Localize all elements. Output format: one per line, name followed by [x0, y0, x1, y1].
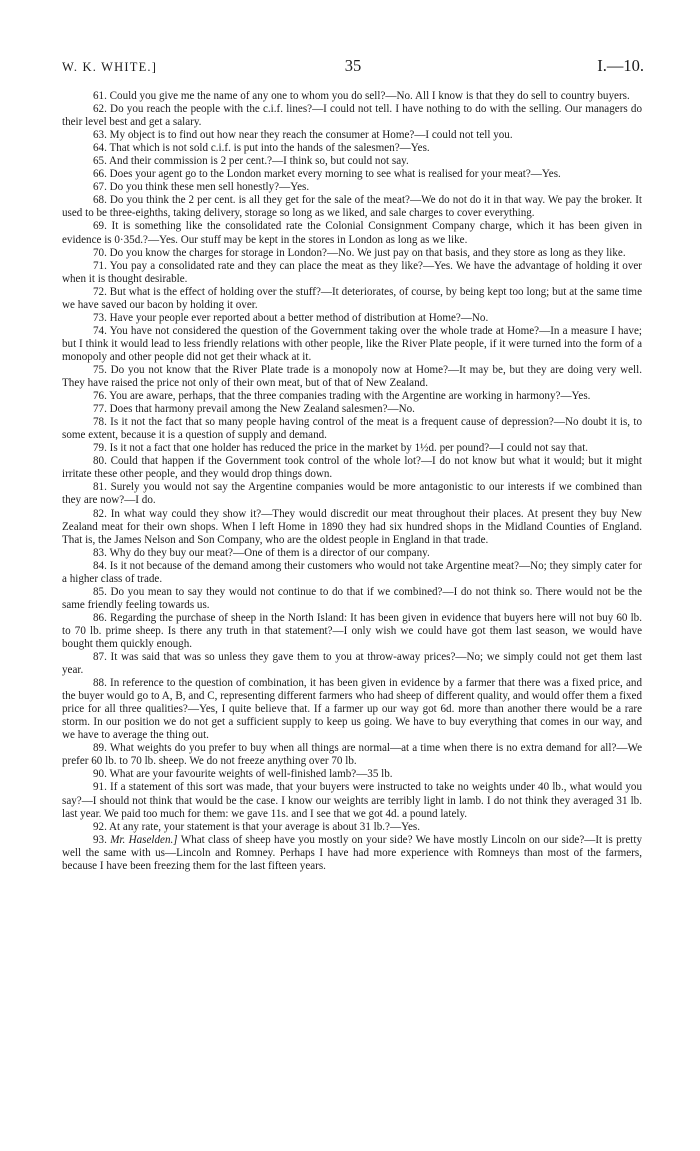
question-paragraph: 79. Is it not a fact that one holder has reduced the price in the market by 1½d. per pound?—I could not say that. [93, 442, 589, 455]
question-paragraph: 76. You are aware, perhaps, that the three companies trading with the Argentine are working in harmony?—Yes. [93, 390, 591, 403]
question-paragraph: 77. Does that harmony prevail among the New Zealand salesmen?—No. [93, 403, 415, 416]
question-paragraph: 68. Do you think the 2 per cent. is all they get for the sale of the meat?—We do not do it in that way. We pay the broker. It used to be three-eighths, taking delivery, storage so long as we liked, and sale charges to cover everything. [62, 194, 642, 220]
question-paragraph: 80. Could that happen if the Government took control of the whole lot?—I do not know but what it would; but it might irritate these other people, and they would drop things down. [62, 455, 642, 481]
question-paragraph: 67. Do you think these men sell honestly?—Yes. [93, 181, 310, 194]
question-paragraph: 61. Could you give me the name of any one to whom you do sell?—No. All I know is that they do sell to country buyers. [93, 90, 630, 102]
question-paragraph: 88. In reference to the question of combination, it has been given in evidence by a farmer that there was a fixed price, and the buyer would go to A, B, and C, representing different farmers who had sheep of different quality, and would offer them a fixed price for all three qualities?—Yes, I quite believe that. If a farmer up our way got 6d. more than another there would be a rare storm. In our position we do not get a sufficient supply to keep us going. We have to buy everything that comes in our way, and we have to average the thing out. [62, 677, 642, 742]
question-paragraph: 91. If a statement of this sort was made, that your buyers were instructed to take no weights under 40 lb., what would you say?—I should not think that would be the case. I know our weights are terribly light in lamb. I do not think they averaged 31 lb. last year. We paid too much for them: we gave 11s. and I see that we got 4d. a pound lately. [62, 781, 642, 820]
question-paragraph: 72. But what is the effect of holding over the stuff?—It deteriorates, of course, by being kept too long; but at the same time we have saved our bacon by holding it over. [62, 285, 642, 311]
question-paragraph: 86. Regarding the purchase of sheep in the North Island: It has been given in evidence that buyers here will not buy 60 lb. to 70 lb. prime sheep. Is there any truth in that statement?—I only wish we could have got them last season, we would have bought them quickly enough. [62, 611, 642, 650]
question-paragraph: 78. Is it not the fact that so many people having control of the meat is a frequent cause of depression?—No doubt it is, to some extent, because it is a question of supply and demand. [62, 416, 642, 442]
question-paragraph: 84. Is it not because of the demand among their customers who would not take Argentine meat?—No; they simply cater for a higher class of trade. [62, 559, 642, 585]
paper-reference: I.—10. [597, 56, 644, 75]
question-paragraph: 73. Have your people ever reported about a better method of distribution at Home?—No. [93, 311, 489, 324]
question-paragraph: 64. That which is not sold c.i.f. is put into the hands of the salesmen?—Yes. [93, 142, 430, 155]
question-paragraph: 90. What are your favourite weights of well-finished lamb?—35 lb. [93, 768, 393, 781]
question-paragraph: 89. What weights do you prefer to buy when all things are normal—at a time when there is no extra demand for all?—We prefer 60 lb. to 70 lb. sheep. We do not freeze anything over 70 lb. [62, 742, 642, 768]
question-paragraph: 69. It is something like the consolidated rate the Colonial Consignment Company charge, which it has been given in evidence is 0·35d.?—Yes. Our stuff may be kept in the stores in London as long as we like. [62, 220, 642, 246]
page-number: 35 [344, 56, 362, 75]
question-paragraph: 83. Why do they buy our meat?—One of them is a director of our company. [93, 546, 430, 559]
question-paragraph: 74. You have not considered the question of the Government taking over the whole trade at Home?—In a measure I have; but I think it would lead to less friendly relations with other people, like the River Plate people, if it were turned into the form of a monopoly and other people did not get their whack at it. [62, 324, 642, 363]
question-paragraph: 92. At any rate, your statement is that your average is about 31 lb.?—Yes. [93, 820, 420, 833]
question-paragraph: 63. My object is to find out how near they reach the consumer at Home?—I could not tell you. [93, 129, 513, 142]
question-number: 93. [93, 833, 107, 846]
evidence-text [62, 90, 642, 873]
question-text: What class of sheep have you mostly on your side? We have mostly Lincoln on our side?—It is pretty well the same with us—Lincoln and Romney. Perhaps I have had more experience with Romneys than most of the farmers, because I have been freezing them for the last fifteen years. [62, 833, 642, 872]
question-paragraph: 70. Do you know the charges for storage in London?—No. We just pay on that basis, and they store as long as they like. [93, 246, 626, 259]
witness-name: W. K. WHITE.] [62, 60, 158, 74]
question-paragraph: 87. It was said that was so unless they gave them to you at throw-away prices?—No; we simply could not get them last year. [62, 651, 642, 677]
question-paragraph: 65. And their commission is 2 per cent.?—I think so, but could not say. [93, 155, 409, 168]
question-paragraph: 75. Do you not know that the River Plate trade is a monopoly now at Home?—It may be, but they are doing very well. They have raised the price not only of their own meat, but of that of New Zealand. [62, 363, 642, 390]
question-paragraph: 82. In what way could they show it?—They would discredit our meat throughout their places. At present they buy New Zealand meat for their own shops. When I left Home in 1890 they had six hundred shops in the Midland Counties of England. That is, the James Nelson and Son Company, who are the oldest people in England in that trade. [62, 507, 642, 546]
question-paragraph: 85. Do you mean to say they would not continue to do that if we combined?—I do not think so. There would not be the same friendly feeling towards us. [62, 585, 642, 611]
page-header [62, 58, 644, 78]
question-paragraph: 81. Surely you would not say the Argentine companies would be more antagonistic to our interests if we combined than they are now?—I do. [62, 481, 642, 507]
question-paragraph: 71. You pay a consolidated rate and they can place the meat as they like?—Yes. We have the advantage of holding it over when it is thought desirable. [62, 259, 642, 285]
question-paragraph: 62. Do you reach the people with the c.i.f. lines?—I could not tell. I have nothing to do with the selling. Our managers do their level best and get a salary. [62, 103, 642, 129]
question-paragraph [62, 834, 642, 873]
question-paragraph: 66. Does your agent go to the London market every morning to see what is realised for your meat?—Yes. [93, 168, 561, 181]
speaker-name: Mr. Haselden.] [110, 833, 178, 846]
